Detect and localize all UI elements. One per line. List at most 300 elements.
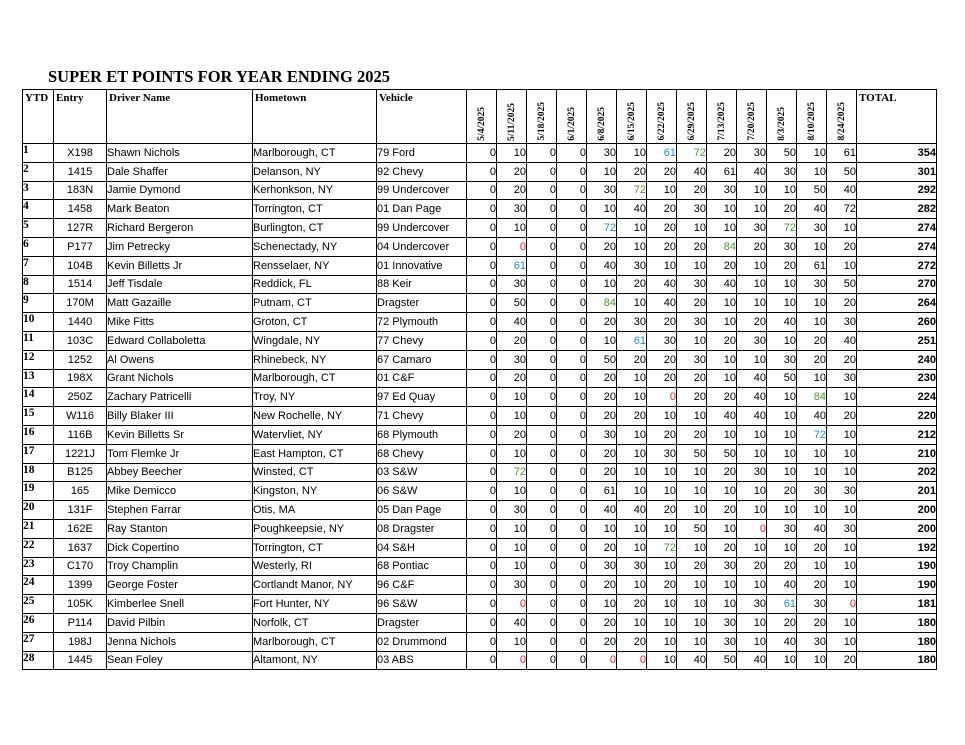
- vehicle-cell: 68 Plymouth: [377, 425, 467, 444]
- points-cell: 72: [587, 219, 617, 238]
- points-cell: 20: [587, 444, 617, 463]
- points-cell: 20: [647, 219, 677, 238]
- points-cell: 10: [797, 144, 827, 163]
- points-cell: 20: [767, 200, 797, 219]
- points-cell: 10: [737, 181, 767, 200]
- points-cell: 10: [737, 350, 767, 369]
- points-cell: 40: [737, 651, 767, 670]
- entry-cell: 103C: [54, 331, 107, 350]
- vehicle-cell: 72 Plymouth: [377, 313, 467, 332]
- points-cell: 0: [647, 388, 677, 407]
- points-cell: 0: [557, 425, 587, 444]
- points-cell: 30: [827, 482, 857, 501]
- driver-name-cell: Abbey Beecher: [107, 463, 253, 482]
- points-cell: 30: [797, 219, 827, 238]
- points-cell: 10: [617, 538, 647, 557]
- points-cell: 20: [797, 538, 827, 557]
- points-cell: 50: [677, 444, 707, 463]
- points-cell: 20: [797, 350, 827, 369]
- points-cell: 0: [467, 144, 497, 163]
- points-cell: 40: [587, 501, 617, 520]
- ytd-rank-cell: 12: [23, 350, 54, 369]
- total-cell: 274: [857, 219, 937, 238]
- points-cell: 0: [467, 388, 497, 407]
- points-cell: 0: [467, 181, 497, 200]
- points-cell: 0: [557, 557, 587, 576]
- driver-name-cell: Kevin Billetts Jr: [107, 256, 253, 275]
- points-cell: 84: [587, 294, 617, 313]
- points-cell: 10: [797, 557, 827, 576]
- points-cell: 10: [617, 237, 647, 256]
- points-cell: 40: [767, 313, 797, 332]
- entry-cell: 131F: [54, 501, 107, 520]
- points-cell: 0: [557, 595, 587, 614]
- points-cell: 0: [557, 256, 587, 275]
- points-cell: 30: [797, 632, 827, 651]
- points-cell: 30: [497, 275, 527, 294]
- points-cell: 10: [797, 237, 827, 256]
- points-cell: 10: [827, 444, 857, 463]
- entry-cell: W116: [54, 407, 107, 426]
- points-cell: 10: [647, 463, 677, 482]
- points-cell: 0: [557, 181, 587, 200]
- points-cell: 20: [767, 613, 797, 632]
- table-row: [23, 557, 937, 576]
- points-cell: 20: [587, 407, 617, 426]
- points-cell: 0: [557, 350, 587, 369]
- vehicle-cell: 68 Pontiac: [377, 557, 467, 576]
- hometown-cell: Groton, CT: [253, 313, 377, 332]
- driver-name-cell: Stephen Farrar: [107, 501, 253, 520]
- ytd-rank-cell: 16: [23, 425, 54, 444]
- points-cell: 20: [497, 181, 527, 200]
- points-cell: 10: [737, 200, 767, 219]
- driver-name-cell: Ray Stanton: [107, 519, 253, 538]
- header-date: 6/15/2025: [617, 90, 647, 144]
- total-cell: 181: [857, 595, 937, 614]
- points-cell: 0: [527, 425, 557, 444]
- hometown-cell: Kingston, NY: [253, 482, 377, 501]
- vehicle-cell: 68 Chevy: [377, 444, 467, 463]
- points-cell: 0: [467, 256, 497, 275]
- points-cell: 72: [767, 219, 797, 238]
- points-cell: 61: [797, 256, 827, 275]
- points-cell: 10: [497, 407, 527, 426]
- total-cell: 272: [857, 256, 937, 275]
- points-cell: 10: [707, 219, 737, 238]
- points-cell: 10: [797, 444, 827, 463]
- points-cell: 10: [767, 407, 797, 426]
- points-cell: 0: [467, 407, 497, 426]
- points-cell: 20: [587, 576, 617, 595]
- table-row: [23, 331, 937, 350]
- points-cell: 10: [647, 651, 677, 670]
- points-cell: 30: [617, 557, 647, 576]
- entry-cell: B125: [54, 463, 107, 482]
- points-cell: 10: [767, 388, 797, 407]
- points-cell: 10: [677, 501, 707, 520]
- points-cell: 0: [467, 294, 497, 313]
- points-cell: 10: [767, 181, 797, 200]
- points-cell: 20: [587, 632, 617, 651]
- vehicle-cell: Dragster: [377, 613, 467, 632]
- hometown-cell: Norfolk, CT: [253, 613, 377, 632]
- points-cell: 0: [467, 237, 497, 256]
- points-cell: 0: [527, 482, 557, 501]
- ytd-rank-cell: 10: [23, 313, 54, 332]
- header-date: 5/4/2025: [467, 90, 497, 144]
- table-row: [23, 144, 937, 163]
- driver-name-cell: Matt Gazaille: [107, 294, 253, 313]
- total-cell: 264: [857, 294, 937, 313]
- table-row: [23, 256, 937, 275]
- points-cell: 20: [617, 407, 647, 426]
- points-cell: 20: [797, 613, 827, 632]
- vehicle-cell: 08 Dragster: [377, 519, 467, 538]
- points-cell: 30: [737, 331, 767, 350]
- hometown-cell: Cortlandt Manor, NY: [253, 576, 377, 595]
- vehicle-cell: 88 Keir: [377, 275, 467, 294]
- entry-cell: 1221J: [54, 444, 107, 463]
- total-cell: 192: [857, 538, 937, 557]
- points-cell: 20: [587, 237, 617, 256]
- vehicle-cell: 67 Camaro: [377, 350, 467, 369]
- points-cell: 20: [617, 595, 647, 614]
- points-cell: 20: [737, 557, 767, 576]
- driver-name-cell: Edward Collaboletta: [107, 331, 253, 350]
- total-cell: 200: [857, 519, 937, 538]
- points-cell: 20: [677, 557, 707, 576]
- points-cell: 20: [677, 369, 707, 388]
- points-cell: 10: [587, 519, 617, 538]
- hometown-cell: Kerhonkson, NY: [253, 181, 377, 200]
- points-cell: 50: [827, 162, 857, 181]
- entry-cell: X198: [54, 144, 107, 163]
- points-cell: 0: [557, 538, 587, 557]
- points-cell: 10: [827, 501, 857, 520]
- points-cell: 0: [527, 162, 557, 181]
- points-cell: 0: [467, 350, 497, 369]
- hometown-cell: Winsted, CT: [253, 463, 377, 482]
- page-title: SUPER ET POINTS FOR YEAR ENDING 2025: [48, 67, 390, 86]
- points-cell: 50: [707, 444, 737, 463]
- points-cell: 10: [737, 294, 767, 313]
- header-date: 7/20/2025: [737, 90, 767, 144]
- table-row: [23, 350, 937, 369]
- points-cell: 40: [737, 369, 767, 388]
- points-cell: 10: [797, 294, 827, 313]
- points-cell: 72: [797, 425, 827, 444]
- driver-name-cell: Jenna Nichols: [107, 632, 253, 651]
- points-cell: 10: [647, 407, 677, 426]
- points-cell: 10: [767, 651, 797, 670]
- points-cell: 0: [467, 275, 497, 294]
- points-cell: 10: [647, 519, 677, 538]
- points-cell: 10: [797, 369, 827, 388]
- points-cell: 20: [797, 576, 827, 595]
- entry-cell: 1399: [54, 576, 107, 595]
- points-cell: 0: [527, 313, 557, 332]
- entry-cell: 1514: [54, 275, 107, 294]
- table-row: [23, 275, 937, 294]
- points-cell: 0: [467, 576, 497, 595]
- points-cell: 30: [767, 350, 797, 369]
- hometown-cell: Torrington, CT: [253, 200, 377, 219]
- points-cell: 10: [827, 613, 857, 632]
- points-cell: 0: [527, 501, 557, 520]
- points-cell: 20: [497, 425, 527, 444]
- total-cell: 230: [857, 369, 937, 388]
- points-cell: 10: [767, 331, 797, 350]
- vehicle-cell: 04 S&H: [377, 538, 467, 557]
- points-cell: 0: [557, 313, 587, 332]
- points-cell: 20: [827, 651, 857, 670]
- hometown-cell: Altamont, NY: [253, 651, 377, 670]
- ytd-rank-cell: 19: [23, 482, 54, 501]
- points-cell: 20: [497, 331, 527, 350]
- points-cell: 20: [797, 331, 827, 350]
- total-cell: 260: [857, 313, 937, 332]
- points-cell: 10: [587, 595, 617, 614]
- driver-name-cell: Zachary Patricelli: [107, 388, 253, 407]
- total-cell: 274: [857, 237, 937, 256]
- table-row: [23, 369, 937, 388]
- driver-name-cell: Al Owens: [107, 350, 253, 369]
- points-cell: 40: [677, 651, 707, 670]
- total-cell: 301: [857, 162, 937, 181]
- points-cell: 10: [677, 613, 707, 632]
- total-cell: 202: [857, 463, 937, 482]
- ytd-rank-cell: 8: [23, 275, 54, 294]
- points-cell: 20: [587, 538, 617, 557]
- points-cell: 20: [617, 275, 647, 294]
- points-cell: 10: [617, 219, 647, 238]
- points-cell: 40: [737, 162, 767, 181]
- ytd-rank-cell: 2: [23, 162, 54, 181]
- ytd-rank-cell: 7: [23, 256, 54, 275]
- points-cell: 20: [767, 557, 797, 576]
- vehicle-cell: 04 Undercover: [377, 237, 467, 256]
- points-cell: 0: [557, 463, 587, 482]
- entry-cell: C170: [54, 557, 107, 576]
- points-cell: 30: [827, 519, 857, 538]
- points-cell: 30: [767, 162, 797, 181]
- points-cell: 0: [527, 595, 557, 614]
- points-cell: 40: [617, 501, 647, 520]
- points-cell: 0: [557, 407, 587, 426]
- points-cell: 10: [737, 425, 767, 444]
- entry-cell: P177: [54, 237, 107, 256]
- ytd-rank-cell: 23: [23, 557, 54, 576]
- total-cell: 292: [857, 181, 937, 200]
- points-cell: 10: [677, 256, 707, 275]
- hometown-cell: Burlington, CT: [253, 219, 377, 238]
- points-cell: 0: [527, 519, 557, 538]
- points-cell: 20: [647, 313, 677, 332]
- points-cell: 40: [827, 331, 857, 350]
- points-cell: 40: [497, 613, 527, 632]
- points-cell: 10: [677, 331, 707, 350]
- hometown-cell: Schenectady, NY: [253, 237, 377, 256]
- table-row: [23, 651, 937, 670]
- points-cell: 0: [527, 219, 557, 238]
- points-cell: 20: [827, 294, 857, 313]
- points-cell: 40: [797, 407, 827, 426]
- entry-cell: 183N: [54, 181, 107, 200]
- points-cell: 10: [737, 538, 767, 557]
- vehicle-cell: 01 Innovative: [377, 256, 467, 275]
- vehicle-cell: 03 ABS: [377, 651, 467, 670]
- vehicle-cell: 96 C&F: [377, 576, 467, 595]
- points-cell: 30: [647, 444, 677, 463]
- points-cell: 10: [617, 482, 647, 501]
- points-cell: 61: [767, 595, 797, 614]
- points-cell: 0: [737, 519, 767, 538]
- header-date: 8/10/2025: [797, 90, 827, 144]
- points-cell: 30: [587, 557, 617, 576]
- ytd-rank-cell: 3: [23, 181, 54, 200]
- points-cell: 10: [617, 294, 647, 313]
- points-cell: 20: [677, 181, 707, 200]
- hometown-cell: Torrington, CT: [253, 538, 377, 557]
- points-cell: 20: [707, 388, 737, 407]
- total-cell: 251: [857, 331, 937, 350]
- points-cell: 0: [467, 162, 497, 181]
- points-cell: 0: [467, 538, 497, 557]
- points-cell: 10: [617, 463, 647, 482]
- vehicle-cell: 96 S&W: [377, 595, 467, 614]
- table-row: [23, 237, 937, 256]
- driver-name-cell: Kevin Billetts Sr: [107, 425, 253, 444]
- points-cell: 10: [707, 313, 737, 332]
- points-cell: 10: [647, 632, 677, 651]
- points-cell: 20: [647, 576, 677, 595]
- points-cell: 0: [557, 651, 587, 670]
- points-cell: 40: [497, 313, 527, 332]
- points-cell: 10: [647, 595, 677, 614]
- points-cell: 30: [647, 331, 677, 350]
- points-cell: 72: [497, 463, 527, 482]
- total-cell: 354: [857, 144, 937, 163]
- points-cell: 61: [587, 482, 617, 501]
- table-row: [23, 162, 937, 181]
- points-cell: 30: [497, 501, 527, 520]
- points-cell: 30: [797, 595, 827, 614]
- points-cell: 30: [587, 144, 617, 163]
- points-cell: 10: [827, 256, 857, 275]
- total-cell: 190: [857, 557, 937, 576]
- vehicle-cell: 71 Chevy: [377, 407, 467, 426]
- points-cell: 10: [737, 576, 767, 595]
- points-cell: 50: [707, 651, 737, 670]
- points-cell: 0: [527, 294, 557, 313]
- points-cell: 30: [737, 144, 767, 163]
- hometown-cell: Watervliet, NY: [253, 425, 377, 444]
- points-cell: 20: [827, 237, 857, 256]
- points-cell: 0: [467, 482, 497, 501]
- table-row: [23, 632, 937, 651]
- points-cell: 30: [677, 313, 707, 332]
- ytd-rank-cell: 5: [23, 219, 54, 238]
- points-cell: 20: [587, 463, 617, 482]
- header-vehicle: Vehicle: [377, 90, 467, 144]
- points-cell: 10: [647, 482, 677, 501]
- points-cell: 0: [467, 219, 497, 238]
- driver-name-cell: George Foster: [107, 576, 253, 595]
- ytd-rank-cell: 28: [23, 651, 54, 670]
- points-cell: 40: [797, 519, 827, 538]
- points-cell: 30: [767, 519, 797, 538]
- points-cell: 0: [467, 613, 497, 632]
- points-cell: 10: [677, 482, 707, 501]
- points-cell: 10: [827, 632, 857, 651]
- ytd-rank-cell: 27: [23, 632, 54, 651]
- points-cell: 10: [497, 632, 527, 651]
- points-cell: 0: [557, 519, 587, 538]
- entry-cell: P114: [54, 613, 107, 632]
- vehicle-cell: Dragster: [377, 294, 467, 313]
- driver-name-cell: Shawn Nichols: [107, 144, 253, 163]
- points-cell: 30: [497, 200, 527, 219]
- points-cell: 20: [647, 369, 677, 388]
- total-cell: 190: [857, 576, 937, 595]
- entry-cell: 198J: [54, 632, 107, 651]
- points-cell: 10: [737, 275, 767, 294]
- points-cell: 20: [647, 425, 677, 444]
- table-row: [23, 219, 937, 238]
- points-cell: 0: [467, 313, 497, 332]
- points-cell: 10: [617, 144, 647, 163]
- driver-name-cell: Troy Champlin: [107, 557, 253, 576]
- vehicle-cell: 05 Dan Page: [377, 501, 467, 520]
- points-cell: 10: [797, 162, 827, 181]
- driver-name-cell: David Pilbin: [107, 613, 253, 632]
- points-table: [22, 89, 937, 670]
- table-row: [23, 294, 937, 313]
- points-cell: 0: [467, 463, 497, 482]
- points-cell: 10: [617, 576, 647, 595]
- points-cell: 40: [587, 256, 617, 275]
- ytd-rank-cell: 11: [23, 331, 54, 350]
- points-cell: 0: [527, 369, 557, 388]
- header-total: TOTAL: [857, 90, 937, 144]
- table-row: [23, 482, 937, 501]
- points-cell: 10: [587, 275, 617, 294]
- points-cell: 0: [467, 501, 497, 520]
- driver-name-cell: Tom Flemke Jr: [107, 444, 253, 463]
- points-cell: 40: [737, 407, 767, 426]
- table-body: [23, 144, 937, 670]
- driver-name-cell: Jamie Dymond: [107, 181, 253, 200]
- points-cell: 0: [497, 237, 527, 256]
- points-cell: 30: [707, 181, 737, 200]
- points-cell: 0: [527, 651, 557, 670]
- points-cell: 50: [827, 275, 857, 294]
- points-cell: 30: [737, 219, 767, 238]
- ytd-rank-cell: 13: [23, 369, 54, 388]
- header-driver-name: Driver Name: [107, 90, 253, 144]
- points-cell: 10: [797, 651, 827, 670]
- driver-name-cell: Jeff Tisdale: [107, 275, 253, 294]
- points-cell: 0: [527, 181, 557, 200]
- header-ytd: YTD: [23, 90, 54, 144]
- entry-cell: 1637: [54, 538, 107, 557]
- hometown-cell: Putnam, CT: [253, 294, 377, 313]
- ytd-rank-cell: 18: [23, 463, 54, 482]
- points-cell: 50: [797, 181, 827, 200]
- header-entry: Entry: [54, 90, 107, 144]
- driver-name-cell: Sean Foley: [107, 651, 253, 670]
